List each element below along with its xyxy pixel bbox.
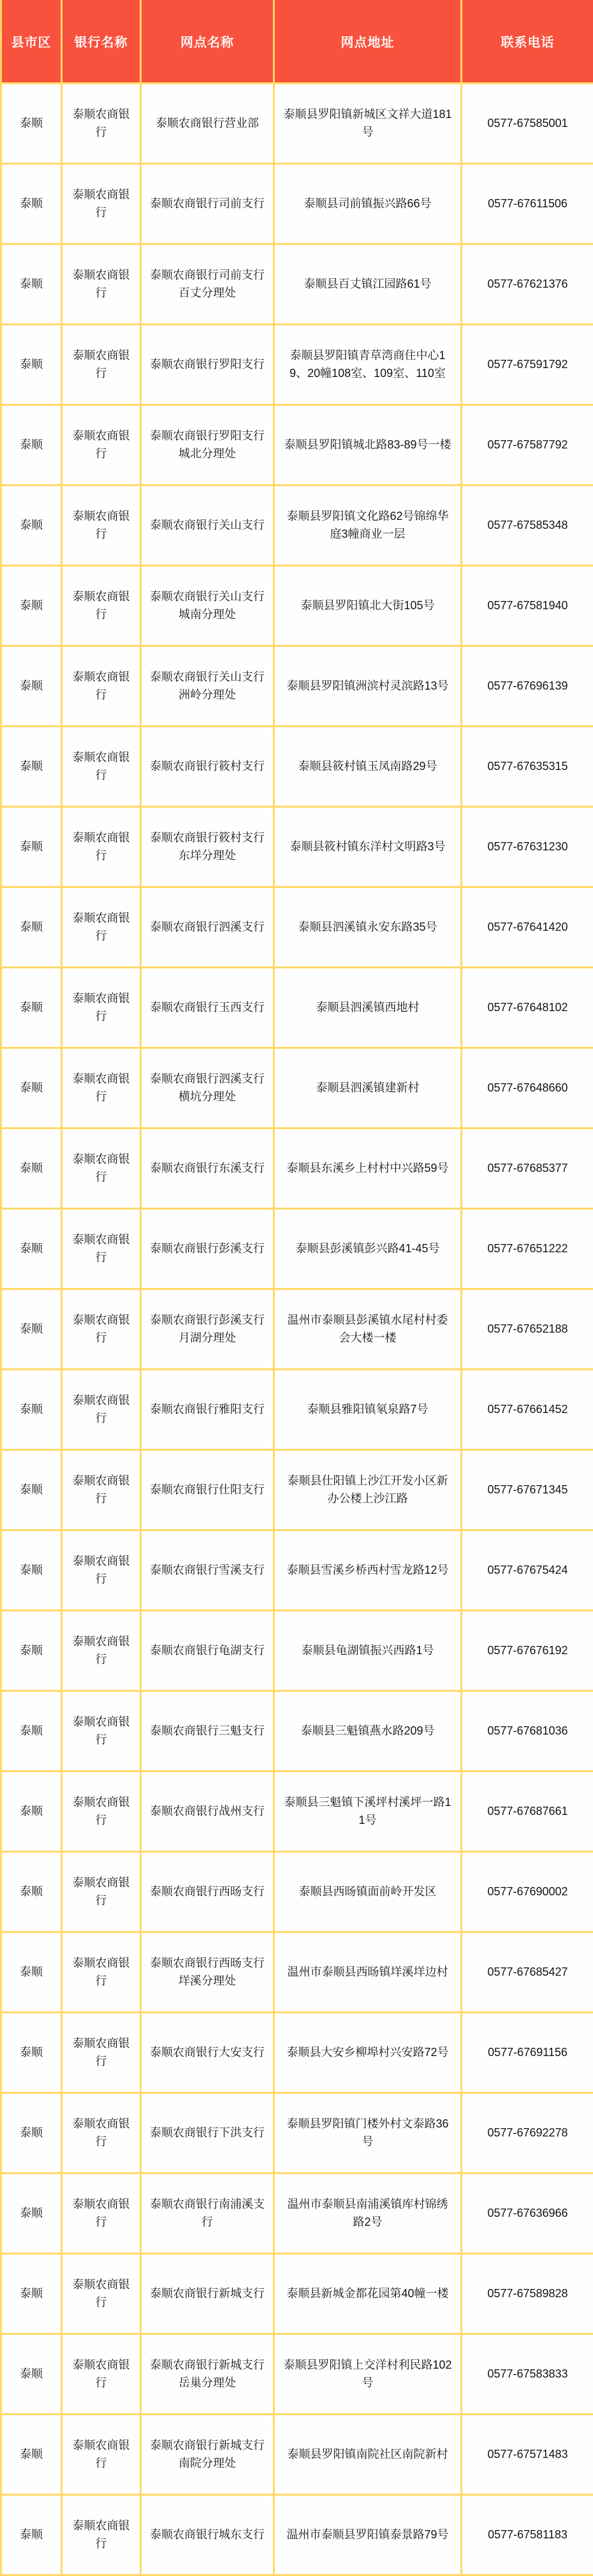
- cell-address: 泰顺县司前镇振兴路66号: [274, 164, 462, 244]
- cell-phone: 0577-67585348: [462, 485, 593, 566]
- cell-bank: 泰顺农商银行: [62, 727, 141, 807]
- cell-district: 泰顺: [1, 1048, 62, 1129]
- cell-bank: 泰顺农商银行: [62, 566, 141, 646]
- cell-address: 泰顺县罗阳镇新城区文祥大道181号: [274, 84, 462, 164]
- table-row: [1, 646, 593, 727]
- cell-branch: 泰顺农商银行西旸支行垟溪分理处: [141, 1932, 274, 2013]
- cell-bank: 泰顺农商银行: [62, 2254, 141, 2334]
- cell-address: 泰顺县大安乡柳埠村兴安路72号: [274, 2013, 462, 2093]
- table-row: [1, 405, 593, 485]
- cell-bank: 泰顺农商银行: [62, 405, 141, 485]
- table-row: [1, 1691, 593, 1772]
- cell-bank: 泰顺农商银行: [62, 1772, 141, 1852]
- table-row: [1, 887, 593, 968]
- cell-branch: 泰顺农商银行罗阳支行: [141, 325, 274, 405]
- cell-address: 泰顺县百丈镇江园路61号: [274, 244, 462, 325]
- cell-bank: 泰顺农商银行: [62, 646, 141, 727]
- cell-branch: 泰顺农商银行筱村支行东垟分理处: [141, 807, 274, 887]
- cell-district: 泰顺: [1, 1691, 62, 1772]
- cell-bank: 泰顺农商银行: [62, 1611, 141, 1691]
- table-row: [1, 2415, 593, 2495]
- cell-address: 泰顺县西旸镇面前岭开发区: [274, 1852, 462, 1932]
- cell-bank: 泰顺农商银行: [62, 2415, 141, 2495]
- cell-district: 泰顺: [1, 1772, 62, 1852]
- cell-bank: 泰顺农商银行: [62, 1691, 141, 1772]
- cell-phone: 0577-67648660: [462, 1048, 593, 1129]
- cell-phone: 0577-67591792: [462, 325, 593, 405]
- table-row: [1, 84, 593, 164]
- cell-branch: 泰顺农商银行关山支行: [141, 485, 274, 566]
- cell-district: 泰顺: [1, 164, 62, 244]
- column-header-bank: 银行名称: [62, 0, 141, 84]
- cell-branch: 泰顺农商银行彭溪支行: [141, 1209, 274, 1289]
- cell-address: 泰顺县彭溪镇彭兴路41-45号: [274, 1209, 462, 1289]
- cell-branch: 泰顺农商银行关山支行洲岭分理处: [141, 646, 274, 727]
- cell-district: 泰顺: [1, 2013, 62, 2093]
- cell-address: 温州市泰顺县西旸镇垟溪垟边村: [274, 1932, 462, 2013]
- cell-branch: 泰顺农商银行东溪支行: [141, 1129, 274, 1209]
- cell-phone: 0577-67676192: [462, 1611, 593, 1691]
- table-row: [1, 164, 593, 244]
- cell-district: 泰顺: [1, 1852, 62, 1932]
- table-row: [1, 325, 593, 405]
- cell-phone: 0577-67652188: [462, 1289, 593, 1370]
- cell-branch: 泰顺农商银行新城支行岳巢分理处: [141, 2334, 274, 2415]
- cell-phone: 0577-67641420: [462, 887, 593, 968]
- column-header-phone: 联系电话: [462, 0, 593, 84]
- cell-phone: 0577-67685427: [462, 1932, 593, 2013]
- cell-phone: 0577-67585001: [462, 84, 593, 164]
- cell-bank: 泰顺农商银行: [62, 1370, 141, 1450]
- cell-address: 温州市泰顺县罗阳镇泰景路79号: [274, 2495, 462, 2575]
- cell-district: 泰顺: [1, 2254, 62, 2334]
- cell-address: 温州市泰顺县彭溪镇水尾村村委会大楼一楼: [274, 1289, 462, 1370]
- cell-district: 泰顺: [1, 1129, 62, 1209]
- cell-district: 泰顺: [1, 2093, 62, 2173]
- cell-bank: 泰顺农商银行: [62, 84, 141, 164]
- cell-phone: 0577-67685377: [462, 1129, 593, 1209]
- cell-district: 泰顺: [1, 887, 62, 968]
- cell-bank: 泰顺农商银行: [62, 2334, 141, 2415]
- cell-phone: 0577-67581940: [462, 566, 593, 646]
- table-row: [1, 2173, 593, 2254]
- header-row: [1, 0, 593, 84]
- cell-branch: 泰顺农商银行新城支行: [141, 2254, 274, 2334]
- cell-bank: 泰顺农商银行: [62, 1530, 141, 1611]
- cell-phone: 0577-67583833: [462, 2334, 593, 2415]
- cell-district: 泰顺: [1, 244, 62, 325]
- cell-phone: 0577-67636966: [462, 2173, 593, 2254]
- cell-address: 泰顺县泗溪镇西地村: [274, 968, 462, 1048]
- cell-district: 泰顺: [1, 566, 62, 646]
- cell-district: 泰顺: [1, 1450, 62, 1530]
- cell-branch: 泰顺农商银行泗溪支行横坑分理处: [141, 1048, 274, 1129]
- cell-address: 泰顺县罗阳镇文化路62号锦绵华庭3幢商业一层: [274, 485, 462, 566]
- cell-phone: 0577-67621376: [462, 244, 593, 325]
- cell-branch: 泰顺农商银行大安支行: [141, 2013, 274, 2093]
- table-row: [1, 1530, 593, 1611]
- cell-branch: 泰顺农商银行司前支行: [141, 164, 274, 244]
- cell-address: 泰顺县罗阳镇洲滨村灵滨路13号: [274, 646, 462, 727]
- cell-phone: 0577-67581183: [462, 2495, 593, 2575]
- cell-address: 泰顺县泗溪镇建新村: [274, 1048, 462, 1129]
- table-row: [1, 2254, 593, 2334]
- cell-district: 泰顺: [1, 405, 62, 485]
- table-row: [1, 1772, 593, 1852]
- cell-district: 泰顺: [1, 2334, 62, 2415]
- cell-phone: 0577-67571483: [462, 2415, 593, 2495]
- cell-address: 泰顺县罗阳镇青草湾商住中心19、20幢108室、109室、110室: [274, 325, 462, 405]
- table-row: [1, 2093, 593, 2173]
- column-header-district: 县市区: [1, 0, 62, 84]
- cell-branch: 泰顺农商银行三魁支行: [141, 1691, 274, 1772]
- cell-bank: 泰顺农商银行: [62, 164, 141, 244]
- cell-bank: 泰顺农商银行: [62, 1852, 141, 1932]
- column-header-address: 网点地址: [274, 0, 462, 84]
- cell-branch: 泰顺农商银行战州支行: [141, 1772, 274, 1852]
- cell-district: 泰顺: [1, 485, 62, 566]
- cell-bank: 泰顺农商银行: [62, 2013, 141, 2093]
- table-row: [1, 807, 593, 887]
- cell-branch: 泰顺农商银行罗阳支行城北分理处: [141, 405, 274, 485]
- cell-district: 泰顺: [1, 84, 62, 164]
- cell-phone: 0577-67681036: [462, 1691, 593, 1772]
- cell-branch: 泰顺农商银行司前支行百丈分理处: [141, 244, 274, 325]
- cell-district: 泰顺: [1, 2415, 62, 2495]
- cell-phone: 0577-67675424: [462, 1530, 593, 1611]
- cell-bank: 泰顺农商银行: [62, 244, 141, 325]
- cell-branch: 泰顺农商银行龟湖支行: [141, 1611, 274, 1691]
- cell-district: 泰顺: [1, 2495, 62, 2575]
- cell-district: 泰顺: [1, 1530, 62, 1611]
- cell-branch: 泰顺农商银行西旸支行: [141, 1852, 274, 1932]
- cell-branch: 泰顺农商银行下洪支行: [141, 2093, 274, 2173]
- table-row: [1, 1932, 593, 2013]
- table-row: [1, 968, 593, 1048]
- cell-bank: 泰顺农商银行: [62, 2173, 141, 2254]
- cell-branch: 泰顺农商银行玉西支行: [141, 968, 274, 1048]
- cell-address: 泰顺县龟湖镇振兴西路1号: [274, 1611, 462, 1691]
- table-row: [1, 1129, 593, 1209]
- table-row: [1, 1289, 593, 1370]
- cell-district: 泰顺: [1, 2173, 62, 2254]
- cell-phone: 0577-67691156: [462, 2013, 593, 2093]
- cell-district: 泰顺: [1, 325, 62, 405]
- cell-address: 泰顺县罗阳镇上交洋村利民路102号: [274, 2334, 462, 2415]
- cell-address: 泰顺县泗溪镇永安东路35号: [274, 887, 462, 968]
- table-row: [1, 2334, 593, 2415]
- table-row: [1, 1450, 593, 1530]
- cell-district: 泰顺: [1, 1370, 62, 1450]
- cell-branch: 泰顺农商银行雅阳支行: [141, 1370, 274, 1450]
- cell-address: 泰顺县三魁镇燕水路209号: [274, 1691, 462, 1772]
- cell-bank: 泰顺农商银行: [62, 887, 141, 968]
- cell-phone: 0577-67671345: [462, 1450, 593, 1530]
- table-row: [1, 244, 593, 325]
- cell-phone: 0577-67587792: [462, 405, 593, 485]
- cell-bank: 泰顺农商银行: [62, 325, 141, 405]
- cell-branch: 泰顺农商银行南浦溪支行: [141, 2173, 274, 2254]
- cell-district: 泰顺: [1, 968, 62, 1048]
- cell-phone: 0577-67635315: [462, 727, 593, 807]
- cell-bank: 泰顺农商银行: [62, 807, 141, 887]
- cell-branch: 泰顺农商银行筱村支行: [141, 727, 274, 807]
- cell-bank: 泰顺农商银行: [62, 1048, 141, 1129]
- cell-address: 泰顺县罗阳镇城北路83-89号一楼: [274, 405, 462, 485]
- cell-district: 泰顺: [1, 807, 62, 887]
- table-row: [1, 1370, 593, 1450]
- cell-address: 泰顺县三魁镇下溪坪村溪坪一路11号: [274, 1772, 462, 1852]
- cell-bank: 泰顺农商银行: [62, 1289, 141, 1370]
- cell-address: 泰顺县筱村镇东洋村文明路3号: [274, 807, 462, 887]
- cell-branch: 泰顺农商银行仕阳支行: [141, 1450, 274, 1530]
- cell-address: 泰顺县罗阳镇门楼外村文泰路36号: [274, 2093, 462, 2173]
- cell-district: 泰顺: [1, 727, 62, 807]
- cell-bank: 泰顺农商银行: [62, 2495, 141, 2575]
- cell-address: 泰顺县罗阳镇南院社区南院新村: [274, 2415, 462, 2495]
- cell-address: 泰顺县筱村镇玉凤南路29号: [274, 727, 462, 807]
- cell-address: 泰顺县罗阳镇北大街105号: [274, 566, 462, 646]
- cell-phone: 0577-67687661: [462, 1772, 593, 1852]
- cell-branch: 泰顺农商银行新城支行南院分理处: [141, 2415, 274, 2495]
- cell-address: 泰顺县雪溪乡桥西村雪龙路12号: [274, 1530, 462, 1611]
- cell-district: 泰顺: [1, 646, 62, 727]
- table-row: [1, 485, 593, 566]
- table-row: [1, 1611, 593, 1691]
- cell-district: 泰顺: [1, 1932, 62, 2013]
- cell-phone: 0577-67696139: [462, 646, 593, 727]
- cell-phone: 0577-67651222: [462, 1209, 593, 1289]
- cell-bank: 泰顺农商银行: [62, 1450, 141, 1530]
- cell-district: 泰顺: [1, 1209, 62, 1289]
- table-row: [1, 2495, 593, 2575]
- table-row: [1, 1209, 593, 1289]
- cell-branch: 泰顺农商银行彭溪支行月湖分理处: [141, 1289, 274, 1370]
- cell-address: 温州市泰顺县南浦溪镇库村锦绣路2号: [274, 2173, 462, 2254]
- cell-address: 泰顺县东溪乡上村村中兴路59号: [274, 1129, 462, 1209]
- cell-bank: 泰顺农商银行: [62, 485, 141, 566]
- column-header-branch: 网点名称: [141, 0, 274, 84]
- cell-bank: 泰顺农商银行: [62, 2093, 141, 2173]
- cell-district: 泰顺: [1, 1611, 62, 1691]
- cell-phone: 0577-67648102: [462, 968, 593, 1048]
- cell-bank: 泰顺农商银行: [62, 968, 141, 1048]
- cell-phone: 0577-67611506: [462, 164, 593, 244]
- cell-phone: 0577-67589828: [462, 2254, 593, 2334]
- cell-phone: 0577-67661452: [462, 1370, 593, 1450]
- table-row: [1, 727, 593, 807]
- table-row: [1, 2013, 593, 2093]
- cell-bank: 泰顺农商银行: [62, 1209, 141, 1289]
- cell-address: 泰顺县新城金都花园第40幢一楼: [274, 2254, 462, 2334]
- cell-branch: 泰顺农商银行泗溪支行: [141, 887, 274, 968]
- cell-address: 泰顺县仕阳镇上沙江开发小区新办公楼上沙江路: [274, 1450, 462, 1530]
- table-row: [1, 1048, 593, 1129]
- cell-bank: 泰顺农商银行: [62, 1129, 141, 1209]
- table-row: [1, 566, 593, 646]
- cell-address: 泰顺县雅阳镇氡泉路7号: [274, 1370, 462, 1450]
- cell-branch: 泰顺农商银行城东支行: [141, 2495, 274, 2575]
- cell-branch: 泰顺农商银行营业部: [141, 84, 274, 164]
- cell-branch: 泰顺农商银行关山支行城南分理处: [141, 566, 274, 646]
- cell-branch: 泰顺农商银行雪溪支行: [141, 1530, 274, 1611]
- cell-phone: 0577-67631230: [462, 807, 593, 887]
- cell-phone: 0577-67690002: [462, 1852, 593, 1932]
- cell-bank: 泰顺农商银行: [62, 1932, 141, 2013]
- table-row: [1, 1852, 593, 1932]
- cell-phone: 0577-67692278: [462, 2093, 593, 2173]
- cell-district: 泰顺: [1, 1289, 62, 1370]
